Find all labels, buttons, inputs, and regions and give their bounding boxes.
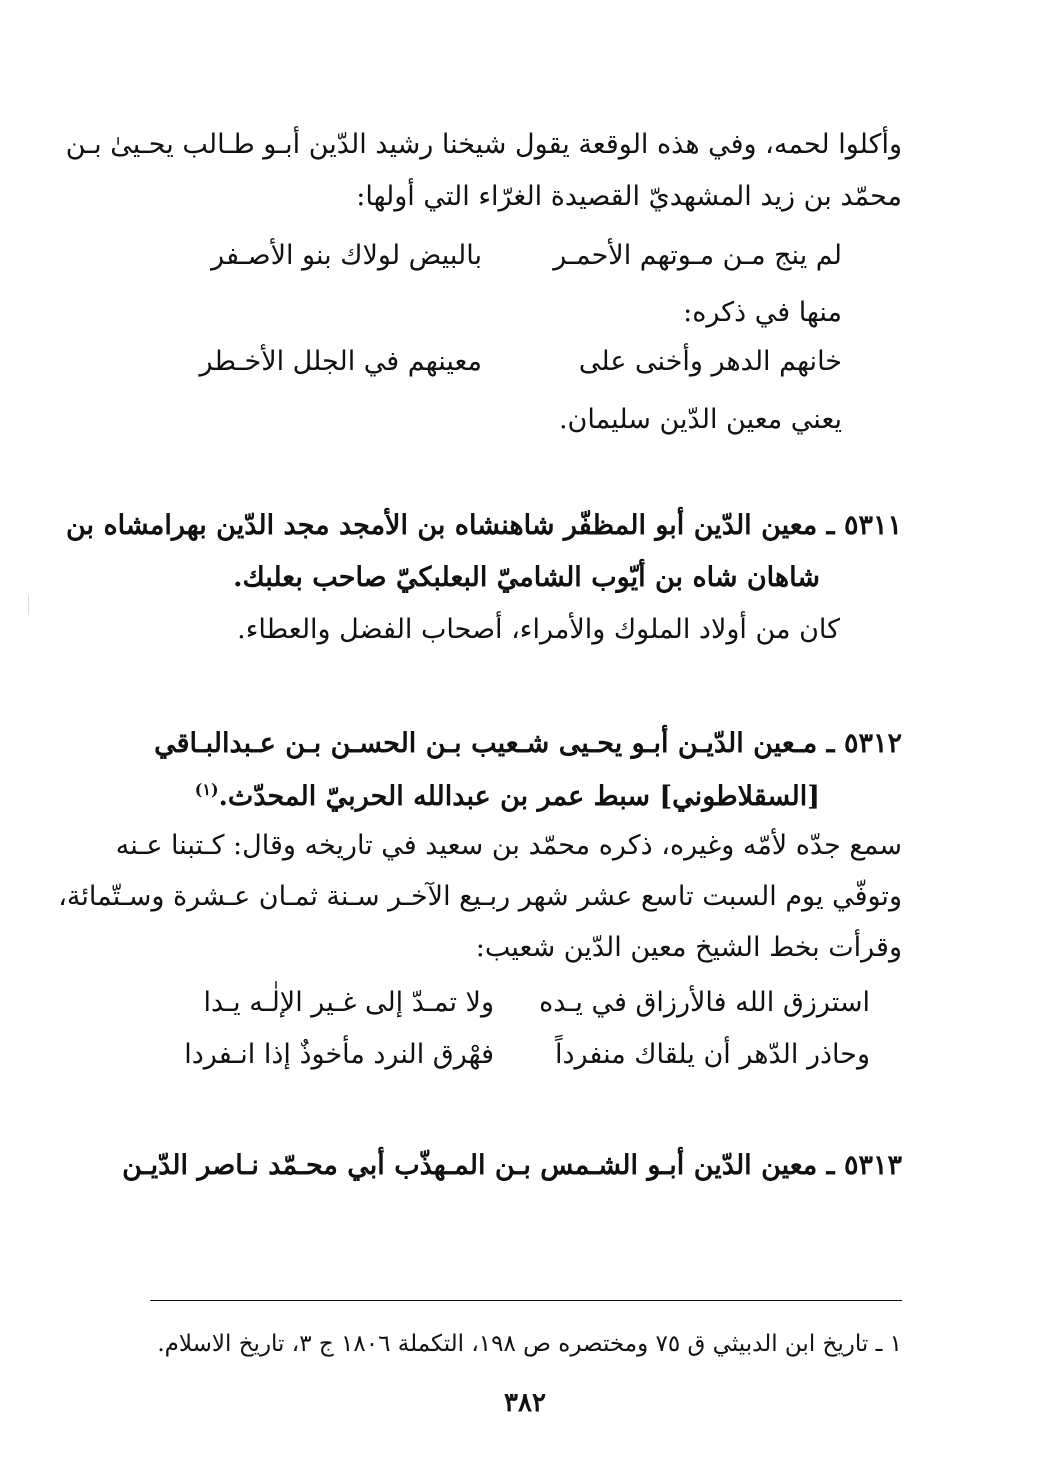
page-number: ٣٨٢ [504,1388,546,1418]
footnote-marker[interactable]: (١) [194,780,219,799]
intro-verse-1-second: بالبيض لولاك بنو الأصـفر [211,240,482,271]
entry-5312-verse-1-second: ولا تمـدّ إلى غـير الإلٰـه يـدا [203,987,494,1018]
entry-5311-heading-line-1: ٥٣١١ ـ معين الدّين أبو المظفّر شاهنشاه بن الأمجد مجد الدّين بهرامشاه بن [66,510,902,541]
entry-5312-heading-line-1: ٥٣١٢ ـ مـعين الدّيـن أبـو يحـيى شـعيب بـن الحسـن بـن عـبدالبـاقي [154,728,902,759]
entry-5312-verse-2-second: فهْرق النرد مأخوذٌ إذا انـفردا [184,1039,494,1070]
entry-5312-heading-text: [السقلاطوني] سبط عمر بن عبدالله الحربيّ المحدّث. [218,781,820,812]
entry-5312-body-line-1: سمع جدّه لأمّه وغيره، ذكره محمّد بن سعيد في تاريخه وقال: كـتبنا عـنه [115,830,902,861]
intro-verse-1-first: لم ينج مـن مـوتهم الأحمـر [553,240,842,271]
intro-line-2: محمّد بن زيد المشهديّ القصيدة الغرّاء التي أولها: [356,181,902,212]
intro-verse-2-second: معينهم في الجلل الأخـطر [199,346,482,377]
margin-mark [28,595,29,615]
intro-gloss: يعني معين الدّين سليمان. [558,404,842,435]
footnote-text: ١ ـ تاريخ ابن الدبيثي ق ٧٥ ومختصره ص ١٩٨، التكملة ١٨٠٦ ج ٣، تاريخ الاسلام. [157,1331,902,1357]
entry-5311-heading-line-2: شاهان شاه بن أيّوب الشاميّ البعلبكيّ صاحب بعلبك. [233,562,820,593]
entry-5313-heading-line-1: ٥٣١٣ ـ معين الدّين أبـو الشـمس بـن المـهذّب أبي محـمّد نـاصر الدّيـن [122,1150,902,1181]
entry-5312-heading-line-2 [195,770,820,817]
intro-mention: منها في ذكره: [683,297,842,328]
footnote-divider [150,1300,902,1301]
entry-5312-verse-2-first: وحاذر الدّهر أن يلقاك منفرداً [555,1039,870,1070]
entry-5312-body-line-2: وتوفّي يوم السبت تاسع عشر شهر ربـيع الآخـر سـنة ثمـان عـشرة وسـتّمائة، [58,881,902,912]
entry-5312-body-line-3: وقرأت بخط الشيخ معين الدّين شعيب: [475,932,902,963]
entry-5312-verse-1-first: استرزق الله فالأرزاق في يـده [539,987,870,1018]
intro-verse-2-first: خانهم الدهر وأخنى على [578,346,842,377]
entry-5311-body: كان من أولاد الملوك والأمراء، أصحاب الفضل والعطاء. [237,614,840,645]
intro-line-1: وأكلوا لحمه، وفي هذه الوقعة يقول شيخنا رشيد الدّين أبـو طـالب يحـيىٰ بـن [65,129,902,160]
